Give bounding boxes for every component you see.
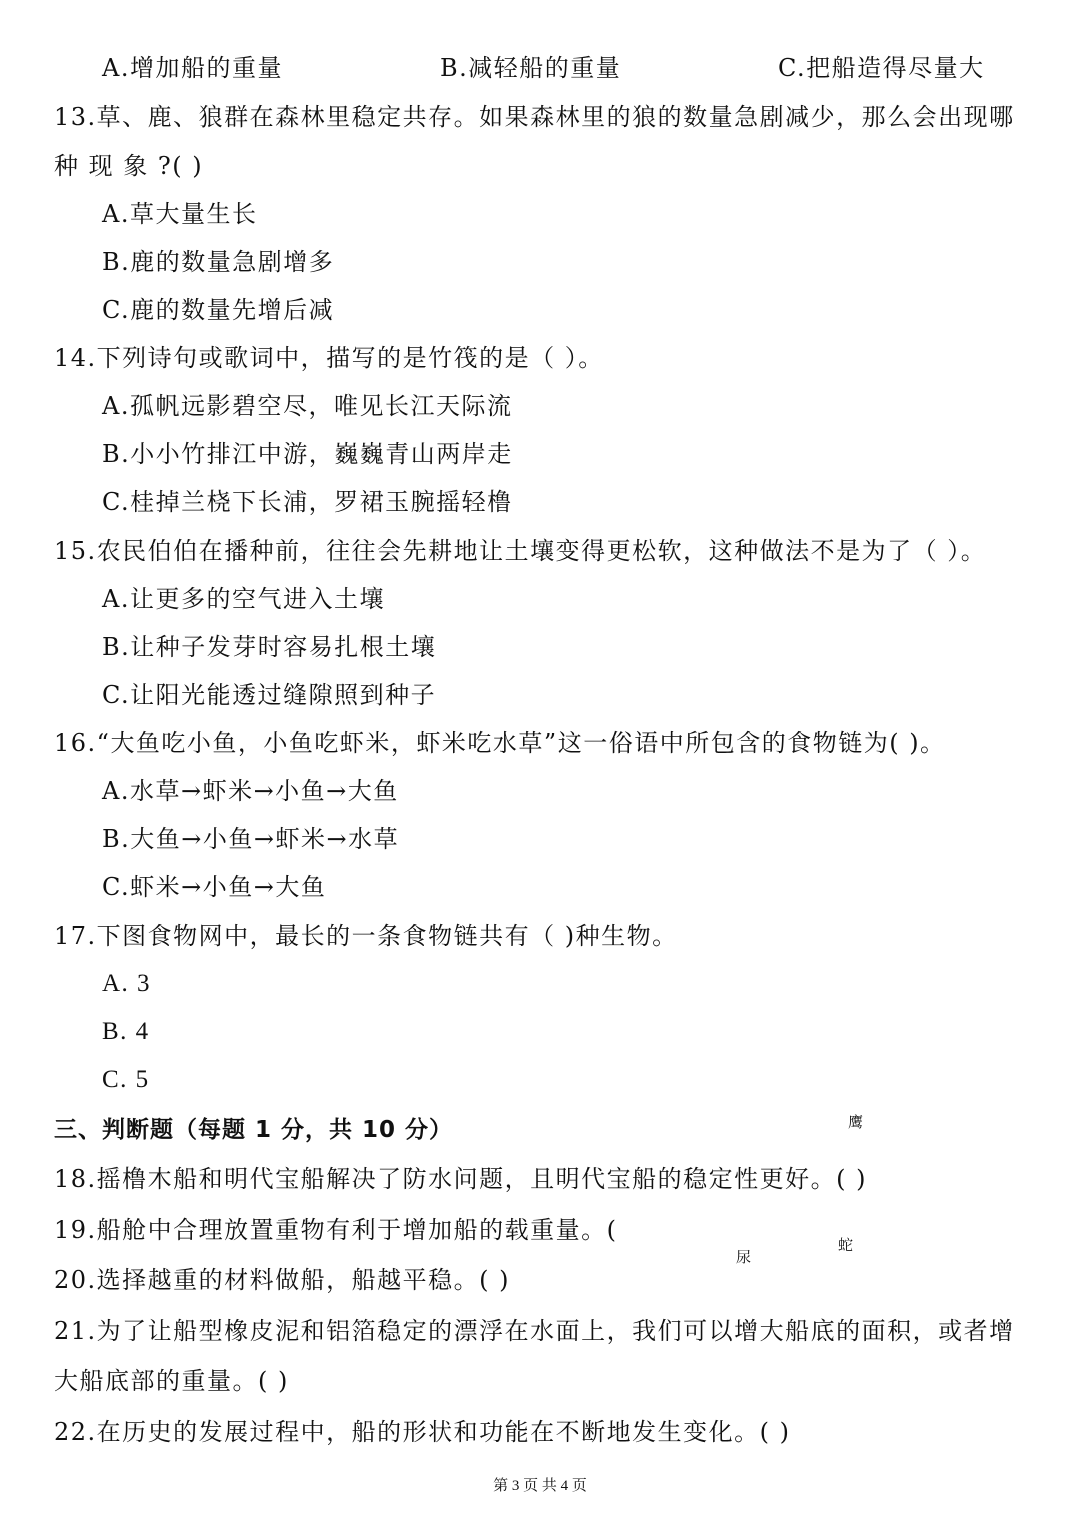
q12-option-c: C.把船造得尽量大 bbox=[778, 54, 985, 82]
q14-option-c: C.桂掉兰桡下长浦，罗裙玉腕摇轻橹 bbox=[102, 488, 513, 516]
q16-option-c: C.虾米→小鱼→大鱼 bbox=[102, 873, 327, 901]
q16-stem: 16.“大鱼吃小鱼，小鱼吃虾米，虾米吃水草”这一俗语中所包含的食物链为( )。 bbox=[54, 729, 946, 757]
q14-stem: 14.下列诗句或歌词中，描写的是竹筏的是（ ）。 bbox=[54, 344, 604, 372]
q13-option-a: A.草大量生长 bbox=[102, 200, 258, 228]
q17-stem: 17.下图食物网中，最长的一条食物链共有（ )种生物。 bbox=[54, 922, 678, 950]
q21-line2: 大船底部的重量。( ) bbox=[54, 1367, 289, 1395]
q14-option-b: B.小小竹排江中游，巍巍青山两岸走 bbox=[102, 440, 513, 468]
q15-option-a: A.让更多的空气进入土壤 bbox=[102, 585, 385, 613]
q15-option-b: B.让种子发芽时容易扎根土壤 bbox=[102, 633, 437, 661]
q17-option-b: B. 4 bbox=[102, 1018, 150, 1045]
q22: 22.在历史的发展过程中，船的形状和功能在不断地发生变化。( ) bbox=[54, 1418, 791, 1446]
q17-option-c: C. 5 bbox=[102, 1066, 150, 1093]
q12-option-b: B.减轻船的重量 bbox=[440, 54, 622, 82]
q21-line1: 21.为了让船型橡皮泥和铝箔稳定的漂浮在水面上，我们可以增大船底的面积，或者增 bbox=[54, 1317, 1015, 1345]
q13-stem-line1: 13.草、鹿、狼群在森林里稳定共存。如果森林里的狼的数量急剧减少，那么会出现哪 bbox=[54, 103, 1015, 131]
section-title-judgement: 三、判断题（每题 1 分，共 10 分） bbox=[54, 1117, 454, 1143]
page-number: 第 3 页 共 4 页 bbox=[493, 1478, 587, 1494]
q13-option-c: C.鹿的数量先增后减 bbox=[102, 296, 335, 324]
diagram-label-urine: 尿 bbox=[736, 1248, 752, 1266]
q12-option-a: A.增加船的重量 bbox=[102, 54, 283, 82]
q16-option-b: B.大鱼→小鱼→虾米→水草 bbox=[102, 825, 400, 853]
q13-stem-line2: 种 现 象 ?( ) bbox=[54, 152, 204, 180]
q13-option-b: B.鹿的数量急剧增多 bbox=[102, 248, 335, 276]
q19: 19.船舱中合理放置重物有利于增加船的载重量。( bbox=[54, 1216, 618, 1244]
q15-stem: 15.农民伯伯在播种前，往往会先耕地让土壤变得更松软，这种做法不是为了（ ）。 bbox=[54, 537, 987, 565]
q16-option-a: A.水草→虾米→小鱼→大鱼 bbox=[102, 777, 399, 805]
q18: 18.摇橹木船和明代宝船解决了防水问题，且明代宝船的稳定性更好。( ) bbox=[54, 1165, 868, 1193]
q15-option-c: C.让阳光能透过缝隙照到种子 bbox=[102, 681, 437, 709]
diagram-label-eagle: 鹰 bbox=[848, 1113, 864, 1131]
q14-option-a: A.孤帆远影碧空尽，唯见长江天际流 bbox=[102, 392, 513, 420]
q17-option-a: A. 3 bbox=[102, 970, 152, 997]
q20: 20.选择越重的材料做船，船越平稳。( ) bbox=[54, 1266, 511, 1294]
diagram-label-snake: 蛇 bbox=[838, 1236, 854, 1254]
